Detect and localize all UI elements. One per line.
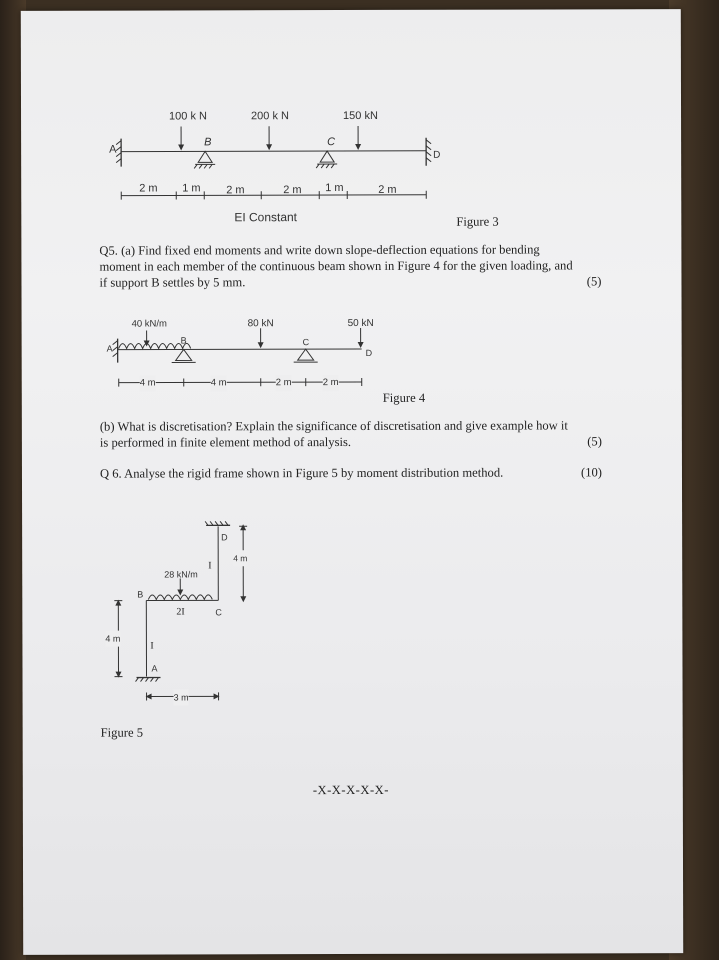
q5a-line-1: Q5. (a) Find fixed end moments and write down slope-deflection equations for bending [99, 242, 540, 258]
fig5-load-label: 28 kN/m [164, 569, 198, 580]
end-of-paper-mark: -X-X-X-X-X- [312, 782, 389, 798]
fig5-beam-property: 2I [176, 606, 185, 618]
fig4-point-b: B [180, 335, 187, 346]
fig3-point-d: D [433, 149, 441, 161]
figure-3-caption: Figure 3 [456, 214, 499, 229]
fig5-point-d: D [221, 532, 228, 543]
fig3-load-label-2: 200 k N [251, 110, 289, 123]
fig4-span-4: 2 m [323, 375, 339, 391]
q5b-line-1: (b) What is discretisation? Explain the significance of discretisation and give example how it [99, 418, 568, 434]
fig3-span-3: 2 m [226, 184, 245, 197]
q5a-line-2: moment in each member of the continuous beam shown in Figure 4 for the given loading, and [99, 258, 573, 274]
fig5-point-a: A [151, 663, 158, 674]
fig5-column-ab-property: I [150, 640, 154, 652]
fig5-udl [148, 595, 212, 600]
q6-question: Q 6. Analyse the rigid frame shown in Figure 5 by moment distribution method. [99, 465, 504, 481]
figure-5-frame [21, 9, 683, 955]
fig5-column-cd-property: I [208, 560, 212, 572]
fig4-point-a: A [106, 343, 113, 354]
q5b-line-2: is performed in finite element method of analysis. [99, 435, 352, 450]
fig4-load-label-50: 50 kN [347, 317, 374, 330]
q5a-line-3: if support B settles by 5 mm. [99, 275, 246, 290]
figure-4-caption: Figure 4 [382, 390, 426, 405]
fig4-point-c: C [302, 337, 310, 348]
fig3-span-6: 2 m [378, 183, 397, 196]
fig3-point-b: B [204, 136, 212, 149]
q5b-marks: (5) [587, 434, 602, 449]
fig5-dim-bottom-label: 3 m [174, 689, 189, 705]
fig3-ei-note: EI Constant [234, 210, 298, 225]
fig5-dim-left-label: 4 m [105, 631, 120, 647]
fig4-span-1: 4 m [140, 376, 156, 392]
fig3-point-a: A [109, 143, 117, 156]
fig4-load-label-80: 80 kN [247, 318, 274, 330]
figure-5-caption: Figure 5 [100, 725, 144, 740]
fig4-span-3: 2 m [276, 375, 292, 391]
q5a-marks: (5) [586, 274, 602, 289]
fig3-span-2: 1 m [182, 182, 201, 195]
fig3-point-c: C [327, 136, 336, 149]
fig4-point-d: D [365, 347, 373, 358]
fig3-span-4: 2 m [283, 184, 302, 197]
fig3-load-label-3: 150 kN [343, 109, 378, 123]
fig5-dim-right-label: 4 m [233, 550, 247, 566]
q6-marks: (10) [580, 465, 602, 480]
fig4-span-2: 4 m [211, 375, 227, 391]
fig5-point-b: B [137, 589, 144, 600]
fig3-span-1: 2 m [139, 182, 158, 195]
fig3-span-5: 1 m [325, 182, 344, 195]
fig4-load-label-udl: 40 kN/m [131, 318, 167, 330]
fig5-point-c: C [215, 607, 222, 618]
fig3-load-label-1: 100 k N [169, 110, 207, 123]
exam-paper [21, 9, 683, 955]
